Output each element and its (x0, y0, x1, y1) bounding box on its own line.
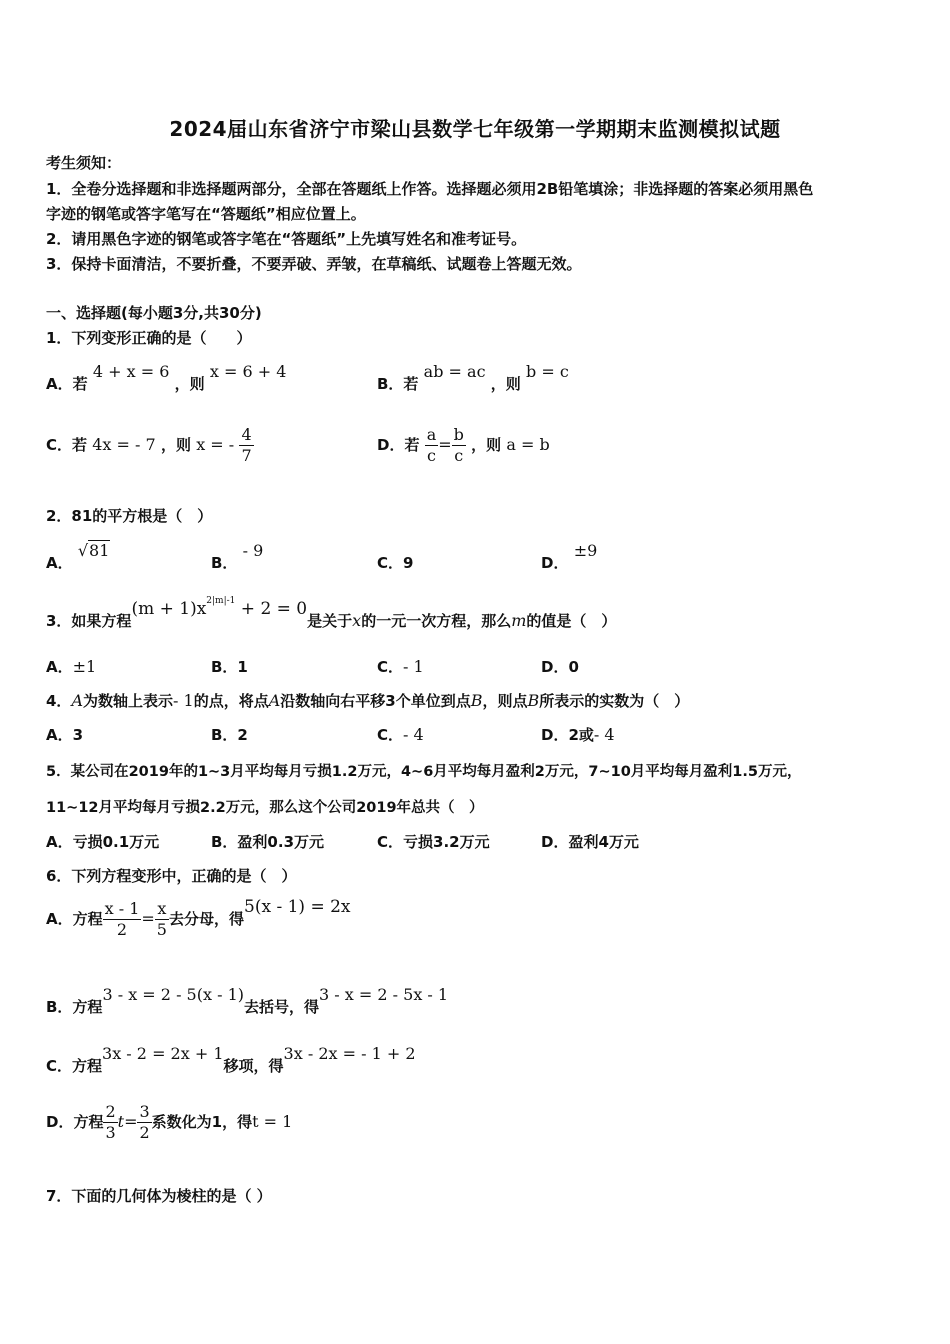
numerator: b (453, 425, 464, 444)
math-expr: a = b (506, 435, 550, 454)
variable: x (352, 611, 362, 630)
option-text: ，则 (160, 436, 191, 454)
option-text: 去括号，得 (244, 998, 320, 1016)
question-2-stem: 2．81的平方根是（ ） (46, 507, 213, 525)
notice-item-2: 2．请用黑色字迹的钢笔或答字笔在“答题纸”上先填写姓名和准考证号。 (46, 230, 527, 248)
q2-option-a (46, 541, 110, 573)
eq-exponent: 2|m|-1 (206, 596, 236, 607)
q6-option-a (46, 899, 351, 940)
denominator: 3 (105, 1123, 116, 1142)
equals-sign: = (141, 909, 155, 928)
math-expr: 3 - x = 2 - 5x - 1 (319, 985, 449, 1004)
fraction (137, 1102, 151, 1143)
option-label: B．方程 (46, 998, 103, 1016)
page-title: 2024届山东省济宁市梁山县数学七年级第一学期期末监测模拟试题 (169, 117, 781, 141)
q3-option-d (541, 656, 579, 677)
question-7-stem: 7．下面的几何体为棱柱的是（ ） (46, 1187, 272, 1205)
q1-option-d (377, 425, 550, 466)
numerator: 4 (241, 425, 252, 444)
stem-text: 为数轴上表示 (83, 692, 174, 710)
numerator: x (155, 899, 169, 920)
math-expr: x = 6 + 4 (209, 362, 287, 381)
stem-text: 的点，将点 (193, 692, 269, 710)
math-expr: 4 + x = 6 (92, 362, 170, 381)
fraction (239, 425, 253, 466)
stem-text: 沿数轴向右平移3个单位到点 (280, 692, 471, 710)
q4-option-a (46, 724, 83, 745)
option-label: A． (46, 554, 73, 572)
denominator: 2 (139, 1123, 150, 1142)
math-expr: t = 1 (252, 1112, 293, 1131)
q4-option-b (211, 724, 248, 745)
option-label: D．若 (377, 436, 420, 454)
option-text: ，则 (174, 375, 205, 393)
math-expr: x = - (196, 435, 235, 454)
numerator: 3 (139, 1102, 150, 1121)
math-expr: ±1 (72, 657, 97, 676)
eq-base: (m + 1)x (131, 599, 207, 619)
option-label: D．方程 (46, 1113, 104, 1131)
denominator: 2 (116, 920, 128, 939)
q2-option-c (377, 552, 413, 573)
stem-text: 3．如果方程 (46, 612, 132, 630)
question-1-stem: 1．下列变形正确的是（ ） (46, 329, 252, 347)
option-text: ，则 (471, 436, 502, 454)
q4-option-d (541, 724, 615, 745)
math-expr: - 1 (173, 691, 194, 710)
variable: B (527, 691, 540, 710)
q6-option-c (46, 1044, 416, 1076)
option-label: D．0 (541, 658, 579, 676)
denominator: 7 (241, 446, 252, 465)
stem-text: 是关于 (307, 612, 353, 630)
option-label: A．方程 (46, 910, 103, 928)
variable: t (117, 1112, 125, 1131)
option-text: 去分母，得 (168, 910, 244, 928)
fraction (452, 425, 466, 466)
variable: m (511, 611, 527, 630)
math-expr: - 4 (593, 725, 615, 744)
option-text: ，则 (490, 375, 521, 393)
question-5-stem-line-2: 11∼12月平均每月亏损2.2万元，那么这个公司2019年总共（ ） (46, 800, 484, 816)
option-label: B．若 (377, 375, 419, 393)
stem-text: 所表示的实数为（ ） (539, 692, 690, 710)
option-label: C．9 (377, 554, 414, 572)
math-expr (131, 596, 308, 619)
stem-text: ，则点 (482, 692, 528, 710)
q2-option-b (211, 541, 264, 573)
option-label: C． (377, 726, 404, 744)
notice-heading: 考生须知： (46, 154, 122, 172)
math-expr: 4x = - 7 (92, 435, 156, 454)
option-label: D．2或 (541, 726, 594, 744)
variable: A (268, 691, 281, 710)
option-label: C． (377, 658, 404, 676)
equals-sign: = (124, 1112, 138, 1131)
math-expr: b = c (526, 362, 569, 381)
notice-item-3: 3．保持卡面清洁，不要折叠，不要弄破、弄皱，在草稿纸、试题卷上答题无效。 (46, 255, 582, 273)
numerator: 2 (105, 1102, 116, 1121)
q3-option-c (377, 656, 424, 677)
variable: A (71, 691, 83, 710)
question-3-stem (46, 596, 617, 631)
stem-text: 4． (46, 692, 72, 710)
sqrt-expr: √81 (77, 541, 110, 560)
denominator: c (454, 446, 464, 465)
option-label: A． (46, 658, 73, 676)
equals-sign: = (438, 435, 452, 454)
notice-item-1-cont: 字迹的钢笔或答字笔写在“答题纸”相应位置上。 (46, 205, 366, 223)
section-heading: 一、选择题(每小题3分,共30分) (46, 304, 262, 322)
q4-option-c (377, 724, 424, 745)
q3-option-a (46, 656, 96, 677)
question-6-stem: 6．下列方程变形中，正确的是（ ） (46, 867, 297, 885)
q2-option-d (541, 541, 598, 573)
option-text: 系数化为1，得 (151, 1113, 253, 1131)
math-expr: ±9 (573, 541, 598, 560)
fraction (103, 1102, 117, 1143)
math-expr: 5(x - 1) = 2x (244, 897, 351, 917)
stem-text: 的值是（ ） (526, 612, 617, 630)
q5-option-c: C．亏损3.2万元 (377, 833, 490, 851)
fraction (103, 899, 142, 940)
q1-option-b (377, 362, 569, 394)
fraction (425, 425, 439, 466)
eq-rest: + 2 = 0 (235, 599, 308, 619)
q6-option-d (46, 1102, 292, 1143)
math-expr: 3x - 2 = 2x + 1 (102, 1044, 224, 1063)
q1-option-c (46, 425, 254, 466)
variable: B (470, 691, 483, 710)
option-label: A．3 (46, 726, 84, 744)
math-expr: - 9 (242, 541, 264, 560)
q5-option-a: A．亏损0.1万元 (46, 833, 160, 851)
option-label: C．方程 (46, 1057, 103, 1075)
denominator: c (426, 446, 436, 465)
fraction (155, 899, 169, 940)
radicand: 81 (89, 541, 110, 560)
option-label: B．1 (211, 658, 248, 676)
math-expr: - 4 (403, 725, 424, 744)
q1-option-a (46, 362, 287, 394)
q5-option-d: D．盈利4万元 (541, 833, 639, 851)
math-expr: ab = ac (423, 362, 486, 381)
numerator: x - 1 (104, 899, 140, 918)
option-label: B． (211, 554, 238, 572)
q5-option-b: B．盈利0.3万元 (211, 833, 325, 851)
question-4-stem (46, 690, 689, 711)
option-text: 移项，得 (223, 1057, 284, 1075)
math-expr: - 1 (403, 657, 424, 676)
stem-text: 的一元一次方程，那么 (361, 612, 512, 630)
numerator: a (426, 425, 437, 444)
q3-option-b (211, 656, 248, 677)
denominator: 5 (156, 920, 167, 939)
option-label: D． (541, 554, 569, 572)
q6-option-b (46, 985, 449, 1017)
math-expr: 3 - x = 2 - 5(x - 1) (102, 985, 244, 1004)
math-expr: 3x - 2x = - 1 + 2 (283, 1044, 416, 1063)
question-5-stem-line-1: 5．某公司在2019年的1∼3月平均每月亏损1.2万元，4∼6月平均每月盈利2万元，7∼10月平均每月盈利1.5万元， (46, 764, 802, 780)
notice-item-1: 1．全卷分选择题和非选择题两部分，全部在答题纸上作答。选择题必须用2B铅笔填涂；非选择题的答案必须用黑色 (46, 180, 814, 198)
option-label: B．2 (211, 726, 248, 744)
option-label: C．若 (46, 436, 88, 454)
option-label: A．若 (46, 375, 88, 393)
